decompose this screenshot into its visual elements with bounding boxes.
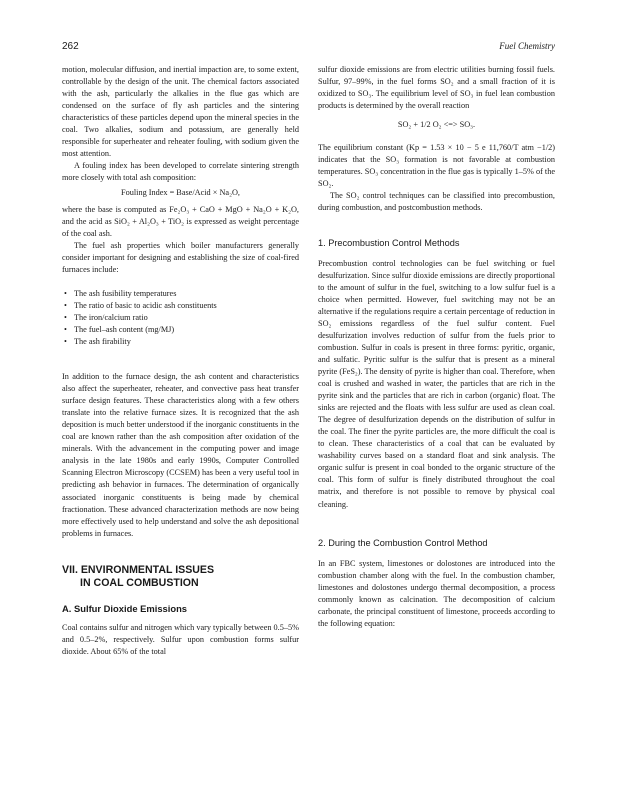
paragraph: motion, molecular diffusion, and inertial impaction are, to some extent, controllable by the design of the unit. The chemical factors associated with the ash, particularly the alkalies in the flue gas which are condensed on the surface of fly ash particles and the sintering characteristics of these particles depend upon the mineral species in the coal. Two alkalies, sodium and potassium, are generally held responsible for superheater and reheater fouling, with sodium given the most attention. [62, 65, 299, 159]
section-heading-line-1: VII. ENVIRONMENTAL ISSUES [62, 563, 215, 576]
paragraph: Precombustion control technologies can be fuel switching or fuel desulfurization. Since sulfur dioxide emissions are directly proportional to the amount of sulfur in the fuel, switching to a low sulfur fuel is a choice when permitted. However, fuel switching may not be an alternative if the regulations require a certain percentage of reduction in SO₂ emissions regardless of the fuel sulfur content. Fuel desulfurization involves reduction of sulfur from the fuels prior to combustion. Sulfur in coals is present in three forms: pyritic, organic, and sulfatic. Pyritic sulfur is the sulfur that is present as a mineral pyrite (FeS₂). The density of pyrite is higher than coal. Therefore, when coal is crushed and washed in water, the particles that are rich in the pyrite sink and the particles that are rich in carbon (organic) float. The sinks are rejected and the floats with less sulfur are used as clean coal. The degree of desulfurization depends on the distribution of sulfur in the coal. The finer the pyrite particles are, the more difficult the coal is to clean. These characteristics of a coal that can be evaluated by washability curves based on a standard float and sink analysis. The organic sulfur is present in coal bonded to the organic structure of the coal. This form of sulfur is finely distributed throughout the coal matrix, and therefore is not possible to remove by physical coal cleaning. [318, 258, 555, 509]
section-heading-line-2: IN COAL COMBUSTION [80, 576, 199, 589]
left-column [62, 64, 299, 658]
section-heading [62, 564, 299, 590]
page-header [62, 41, 555, 55]
page-number: 262 [62, 41, 79, 52]
paragraph: The SO₂ control techniques can be classified into precombustion, during combustion, and postcombustion methods. [318, 191, 555, 213]
list-item: • The ratio of basic to acidic ash constituents [62, 300, 299, 312]
list-item: • The ash fusibility temperatures [62, 288, 299, 300]
subheading-during-combustion: 2. During the Combustion Control Method [318, 537, 488, 548]
list-item: • The fuel–ash content (mg/MJ) [62, 324, 299, 336]
subsection-heading: A. Sulfur Dioxide Emissions [62, 602, 188, 614]
subheading-precombustion: 1. Precombustion Control Methods [318, 237, 460, 248]
paragraph: sulfur dioxide emissions are from electric utilities burning fossil fuels. Sulfur, 97–99%, in the fuel forms SO₂ and a small fraction of it is oxidized to SO₃. The equilibrium level of SO₃ in fuel lean combustion products is determined by the overall reaction [318, 65, 555, 111]
so3-reaction-equation: SO₂ + 1/2 O₂ <=> SO₃. [397, 120, 476, 130]
list-item: • The ash firability [62, 336, 299, 348]
running-title: Fuel Chemistry [499, 41, 555, 51]
list-item: • The iron/calcium ratio [62, 312, 299, 324]
paragraph: In an FBC system, limestones or dolostones are introduced into the combustion chamber along with the fuel. In the combustion chamber, limestones and dolostones undergo thermal decomposition, a process commonly known as calcination. The decomposition of calcium carbonate, the principal constituent of limestone, proceeds according to the following equation: [318, 558, 555, 628]
paragraph: In addition to the furnace design, the ash content and characteristics also affect the superheater, reheater, and convective pass heat transfer surface design features. These characteristics along with a few others translate into the relative furnace sizes. It is recognized that the ash deposition is much better understood if the inorganic constituents in the coal are known rather than the ash composition after oxidation of the minerals. With the advancement in the computing power and image analysis in the late 1980s and early 1990s, Computer Controlled Scanning Electron Microscopy (CCSEM) has been a very useful tool in predicting ash behavior in furnaces. The determination of organically associated inorganic constituents is being made by chemical fractionation. These advanced characterization methods are now being more effectively used to help understand and solve the ash depositional problems in furnaces. [62, 372, 299, 538]
paragraph: The fuel ash properties which boiler manufacturers generally consider important for designing and establishing the size of coal-fired furnaces include: [62, 240, 299, 274]
right-column [318, 64, 555, 630]
paragraph: Coal contains sulfur and nitrogen which vary typically between 0.5–5% and 0.5–2%, respectively. Sulfur upon combustion forms sulfur dioxide. About 65% of the total [62, 622, 299, 656]
ash-properties-list [62, 288, 299, 348]
paragraph: where the base is computed as Fe₂O₃ + CaO + MgO + Na₂O + K₂O, and the acid as SiO₂ + Al₂O₃ + TiO₂ is expressed as weight percentage of the coal ash. [62, 204, 299, 238]
paragraph: A fouling index has been developed to correlate sintering strength more closely with total ash composition: [62, 161, 299, 183]
fouling-index-equation: Fouling Index = Base/Acid × Na₂O, [121, 188, 240, 198]
paragraph: The equilibrium constant (Kp = 1.53 × 10 − 5 e 11,760/T atm −1/2) indicates that the SO₃ formation is not favorable at combustion temperatures. SO₃ concentration in the flue gas is typically 1–5% of the SO₂. [318, 143, 555, 189]
